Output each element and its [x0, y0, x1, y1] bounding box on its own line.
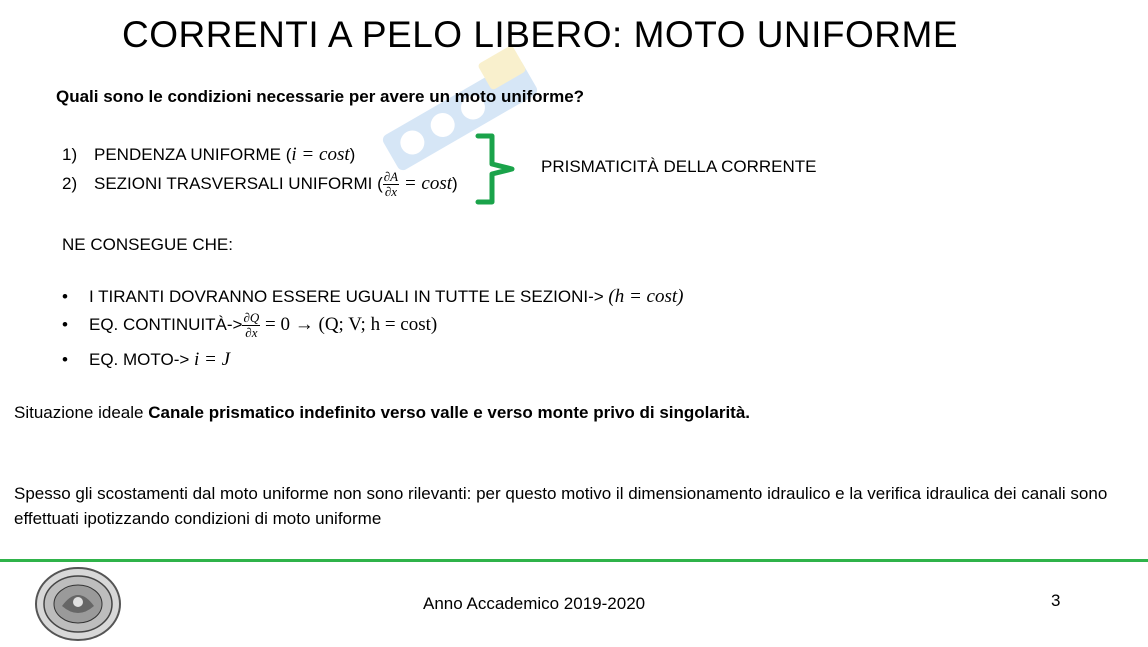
footer-divider: [0, 559, 1148, 562]
ideal-prefix: Situazione ideale: [14, 403, 149, 422]
academic-year: Anno Accademico 2019-2020: [423, 594, 646, 613]
consequence-item-3: [62, 349, 230, 371]
consequence-item-1: [62, 286, 683, 308]
bullet-icon: •: [62, 350, 68, 369]
consequence-formula: (h = cost): [608, 286, 684, 307]
consequence-text: EQ. CONTINUITÀ->: [89, 314, 243, 334]
condition-formula: i = cost: [291, 144, 350, 165]
condition-item-2: [62, 170, 458, 199]
consequence-formula: = 0 → (Q; V; h = cost): [260, 313, 438, 335]
ideal-bold-text: Canale prismatico indefinito verso valle e verso monte privo di singolarità.: [148, 403, 751, 422]
condition-formula: = cost: [399, 172, 453, 194]
bullet-icon: •: [62, 287, 68, 306]
consequence-text: I TIRANTI DOVRANNO ESSERE UGUALI IN TUTTE LE SEZIONI->: [89, 287, 609, 306]
bullet-icon: •: [62, 314, 68, 334]
condition-number: 2): [62, 173, 78, 193]
fraction-dQ-dx: $\frac{\partial Q}{\partial x}$: [243, 310, 260, 340]
note-paragraph: Spesso gli scostamenti dal moto uniforme non sono rilevanti: per questo motivo il dimensionamento idraulico e la verifica idraulica dei canali sono effettuati ipotizzando condizioni di moto uniforme: [14, 484, 1108, 528]
condition-number: 1): [62, 145, 78, 164]
condition-close: ): [349, 145, 356, 164]
ideal-situation: [14, 403, 750, 423]
slide-title: CORRENTI A PELO LIBERO: MOTO UNIFORME: [121, 14, 959, 55]
question-text: Quali sono le condizioni necessarie per avere un moto uniforme?: [56, 87, 585, 106]
prismaticity-label: PRISMATICITÀ DELLA CORRENTE: [541, 157, 817, 176]
condition-text: PENDENZA UNIFORME (: [94, 145, 292, 164]
curly-brace-icon: [472, 132, 522, 212]
university-seal-icon: [32, 566, 124, 647]
consequence-formula: i = J: [194, 349, 231, 370]
condition-close: ): [452, 173, 458, 193]
condition-item-1: [62, 144, 355, 166]
condition-text: SEZIONI TRASVERSALI UNIFORMI (: [94, 173, 383, 193]
consequence-heading: NE CONSEGUE CHE:: [62, 235, 233, 254]
page-number: 3: [1051, 591, 1061, 610]
consequence-item-2: [62, 311, 437, 340]
consequence-text: EQ. MOTO->: [89, 350, 195, 369]
fraction-dA-dx: $\frac{\partial A}{\partial x}$: [383, 169, 399, 199]
